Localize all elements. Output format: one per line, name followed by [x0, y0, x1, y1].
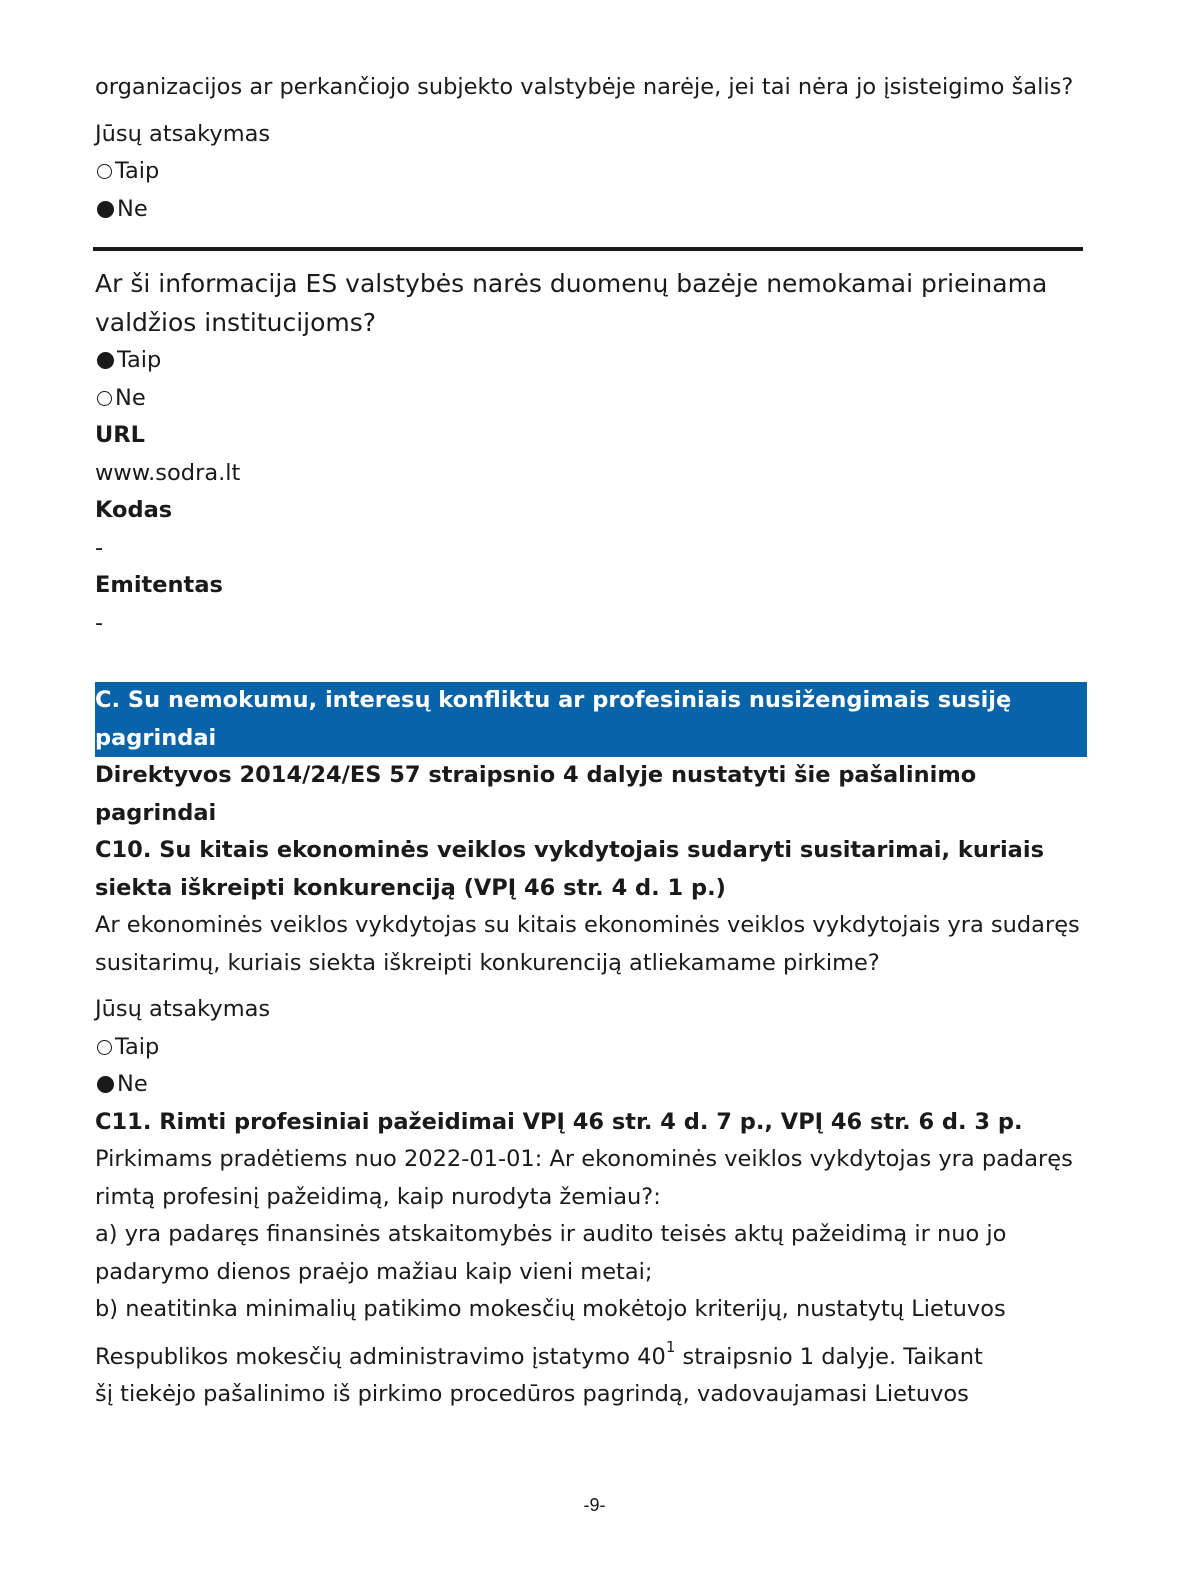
page-content — [95, 69, 1085, 1414]
radio-option-label: Taip — [115, 1033, 160, 1060]
radio-option-ne[interactable] — [95, 191, 1085, 229]
radio-option-label: Taip — [115, 158, 160, 184]
radio-option-taip[interactable] — [95, 1029, 1085, 1067]
radio-selected-icon — [97, 1076, 114, 1093]
radio-option-label: Ne — [117, 195, 148, 222]
issuer-label: Emitentas — [95, 572, 223, 598]
db-question: Ar ši informacija ES valstybės narės duomenų bazėje nemokamai prieinama valdžios institucijoms? — [95, 269, 1048, 337]
code-value: - — [95, 534, 104, 561]
c11-intro: Pirkimams pradėtiems nuo 2022-01-01: Ar ekonominės veiklos vykdytojas yra padaręs rimtą profesinį pažeidimą, kaip nurodyta žemiau?: — [95, 1146, 1073, 1210]
radio-option-taip[interactable] — [95, 342, 1085, 380]
c11-title: C11. Rimti profesiniai pažeidimai VPĮ 46 str. 4 d. 7 p., VPĮ 46 str. 6 d. 3 p. — [95, 1108, 1023, 1135]
answer-label: Jūsų atsakymas — [95, 120, 271, 147]
radio-option-label: Taip — [117, 347, 162, 373]
code-label: Kodas — [95, 497, 173, 523]
radio-selected-icon — [97, 201, 114, 218]
c10-question: Ar ekonominės veiklos vykdytojas su kitais ekonominės veiklos vykdytojais yra sudaręs susitarimų, kuriais siekta iškreipti konkurenciją atliekamame pirkime? — [95, 912, 1080, 976]
page-number: -9- — [583, 1495, 606, 1515]
c11-item-a: a) yra padaręs finansinės atskaitomybės ir audito teisės aktų pažeidimą ir nuo jo padarymo dienos praėjo mažiau kaip vieni metai; — [95, 1221, 1007, 1285]
radio-unselected-icon — [97, 391, 112, 406]
issuer-value: - — [95, 609, 104, 636]
c11-item-b-pre: Respublikos mokesčių administravimo įstatymo 40 — [95, 1343, 666, 1370]
radio-unselected-icon — [97, 164, 112, 179]
footnote-superscript: 1 — [665, 1338, 676, 1356]
c10-title: C10. Su kitais ekonominės veiklos vykdytojais sudaryti susitarimai, kuriais siekta iškreipti konkurenciją (VPĮ 46 str. 4 d. 1 p.) — [95, 837, 1044, 901]
radio-selected-icon — [97, 352, 114, 369]
radio-option-ne[interactable] — [95, 380, 1085, 418]
c11-item-b-line3: šį tiekėjo pašalinimo iš pirkimo procedūros pagrindą, vadovaujamasi Lietuvos — [95, 1381, 969, 1407]
radio-option-taip[interactable] — [95, 153, 1085, 191]
answer-label: Jūsų atsakymas — [95, 996, 271, 1022]
radio-option-ne[interactable] — [95, 1066, 1085, 1104]
section-c-subheading: Direktyvos 2014/24/ES 57 straipsnio 4 dalyje nustatyti šie pašalinimo pagrindai — [95, 762, 977, 826]
radio-option-label: Ne — [115, 384, 146, 411]
section-c-heading: C. Su nemokumu, interesų konfliktu ar profesiniais nusižengimais susiję pagrindai — [95, 682, 1087, 757]
c11-item-b-line1: b) neatitinka minimalių patikimo mokesčių mokėtojo kriterijų, nustatytų Lietuvos — [95, 1296, 1006, 1322]
radio-unselected-icon — [97, 1040, 112, 1055]
url-value: www.sodra.lt — [95, 459, 241, 486]
question-tail: organizacijos ar perkančiojo subjekto valstybėje narėje, jei tai nėra jo įsisteigimo šalis? — [95, 74, 1074, 100]
section-divider — [93, 247, 1083, 251]
url-label: URL — [95, 422, 145, 448]
radio-option-label: Ne — [117, 1071, 148, 1097]
c11-item-b-line2 — [95, 1339, 1085, 1377]
c11-item-b-post: straipsnio 1 dalyje. Taikant — [675, 1343, 983, 1370]
